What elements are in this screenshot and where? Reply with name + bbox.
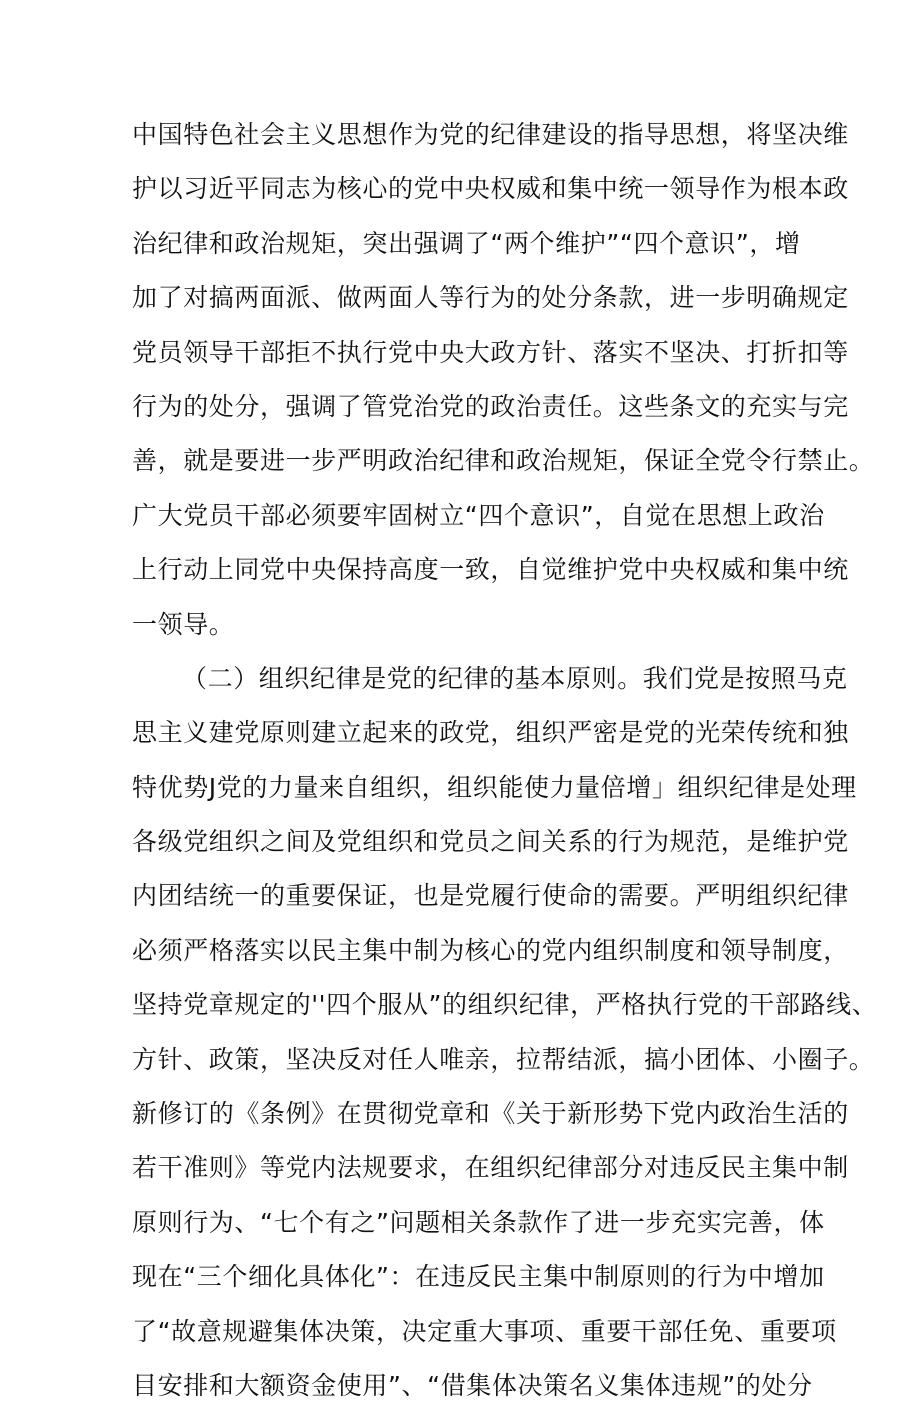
text-line: 内团结统一的重要保证，也是党履行使命的需要。严明组织纪律 [132, 881, 849, 911]
text-line: 思主义建党原则建立起来的政党，组织严密是党的光荣传统和独 [132, 718, 849, 748]
text-line: 目安排和大额资金使用”、“借集体决策名义集体违规”的处分 [132, 1370, 813, 1400]
body-text [132, 108, 878, 1413]
text-line: 方针、政策，坚决反对任人唯亲，拉帮结派，搞小团体、小圈子。 [132, 1044, 875, 1074]
text-line: 中国特色社会主义思想作为党的纪律建设的指导思想，将坚决维 [132, 120, 849, 149]
text-line: 上行动上同党中央保持高度一致，自觉维护党中央权威和集中统 [132, 555, 849, 585]
text-line: 善，就是要进一步严明政治纪律和政治规矩，保证全党令行禁止。 [132, 446, 875, 476]
text-line: 坚持党章规定的''四个服从”的组织纪律，严格执行党的干部路线、 [132, 990, 878, 1020]
text-line: 现在“三个细化具体化”：在违反民主集中制原则的行为中增加 [132, 1262, 825, 1292]
text-line: 新修订的《条例》在贯彻党章和《关于新形势下党内政治生活的 [132, 1099, 849, 1129]
text-line: 广大党员干部必须要牢固树立“四个意识”，自觉在思想上政治 [132, 500, 825, 530]
text-line: 行为的处分，强调了管党治党的政治责任。这些条文的充实与完 [132, 391, 849, 421]
text-line: 了“故意规避集体决策，决定重大事项、重要干部任免、重要项 [132, 1316, 837, 1346]
text-line: 必须严格落实以民主集中制为核心的党内组织制度和领导制度， [132, 935, 849, 965]
text-line: 加了对搞两面派、做两面人等行为的处分条款，进一步明确规定 [132, 283, 849, 313]
text-line: 若干准则》等党内法规要求，在组织纪律部分对违反民主集中制 [132, 1153, 849, 1183]
text-line: 一领导。 [132, 609, 235, 639]
text-line: 党员领导干部拒不执行党中央大政方针、落实不坚决、打折扣等 [132, 337, 849, 367]
text-line: 原则行为、“七个有之”问题相关条款作了进一步充实完善，体 [132, 1207, 825, 1237]
text-line: 治纪律和政治规矩，突出强调了“两个维护”“四个意识”，增 [132, 228, 801, 258]
text-line: 各级党组织之间及党组织和党员之间关系的行为规范，是维护党 [132, 827, 849, 857]
text-line: 护以习近平同志为核心的党中央权威和集中统一领导作为根本政 [132, 174, 849, 204]
section-heading-line: （二）组织纪律是党的纪律的基本原则。我们党是按照马克 [182, 663, 848, 693]
text-line: 特优势J党的力量来自组织，组织能使力量倍增」组织纪律是处理 [132, 772, 857, 802]
